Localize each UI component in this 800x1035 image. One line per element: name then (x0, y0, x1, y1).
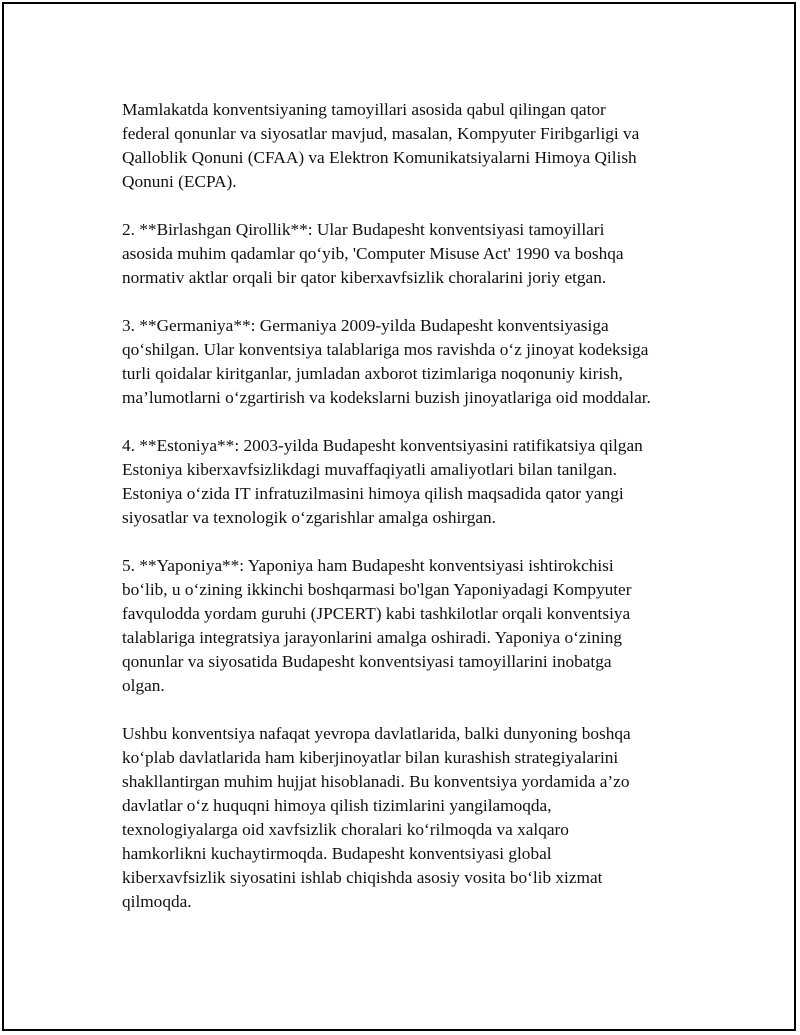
paragraph-estonia: 4. **Estoniya**: 2003-yilda Budapesht konventsiyasini ratifikatsiya qilgan Estoniya kiberxavfsizlikdagi muvaffaqiyatli amaliyotlari bilan tanilgan. Estoniya o‘zida IT infratuzilmasini himoya qilish maqsadida qator yangi siyosatlar va texnologik o‘zgarishlar amalga oshirgan. (122, 436, 643, 527)
paragraph-united-kingdom: 2. **Birlashgan Qirollik**: Ular Budapesht konventsiyasi tamoyillari asosida muhim qadamlar qo‘yib, 'Computer Misuse Act' 1990 va boshqa normativ aktlar orqali bir qator kiberxavfsizlik choralarini joriy etgan. (122, 220, 624, 287)
paragraph-conclusion: Ushbu konventsiya nafaqat yevropa davlatlarida, balki dunyoning boshqa ko‘plab davlatlarida ham kiberjinoyatlar bilan kurashish strategiyalarini shakllantirgan muhim hujjat hisoblanadi. Bu konventsiya yordamida a’zo davlatlar o‘z huquqni himoya qilish tizimlarini yangilamoqda, texnologiyalarga oid xavfsizlik choralari ko‘rilmoqda va xalqaro hamkorlikni kuchaytirmoqda. Budapesht konventsiyasi global kiberxavfsizlik siyosatini ishlab chiqishda asosiy vosita bo‘lib xizmat qilmoqda. (122, 724, 631, 911)
paragraph-japan: 5. **Yaponiya**: Yaponiya ham Budapesht konventsiyasi ishtirokchisi bo‘lib, u o‘zining ikkinchi boshqarmasi bo'lgan Yaponiyadagi Kompyuter favqulodda yordam guruhi (JPCERT) kabi tashkilotlar orqali konventsiya talablariga integratsiya jarayonlarini amalga oshiradi. Yaponiya o‘zining qonunlar va siyosatida Budapesht konventsiyasi tamoyillarini inobatga olgan. (122, 556, 632, 695)
paragraph-germany: 3. **Germaniya**: Germaniya 2009-yilda Budapesht konventsiyasiga qo‘shilgan. Ular konventsiya talablariga mos ravishda o‘z jinoyat kodeksiga turli qoidalar kiritganlar, jumladan axborot tizimlariga noqonuniy kirish, ma’lumotlarni o‘zgartirish va kodekslarni buzish jinoyatlariga oid moddalar. (122, 316, 651, 407)
page-frame (2, 2, 796, 1031)
paragraph-usa-laws: Mamlakatda konventsiyaning tamoyillari asosida qabul qilingan qator federal qonunlar va siyosatlar mavjud, masalan, Kompyuter Firibgarligi va Qalloblik Qonuni (CFAA) va Elektron Komunikatsiyalarni Himoya Qilish Qonuni (ECPA). (122, 100, 640, 191)
document-body (122, 98, 702, 938)
